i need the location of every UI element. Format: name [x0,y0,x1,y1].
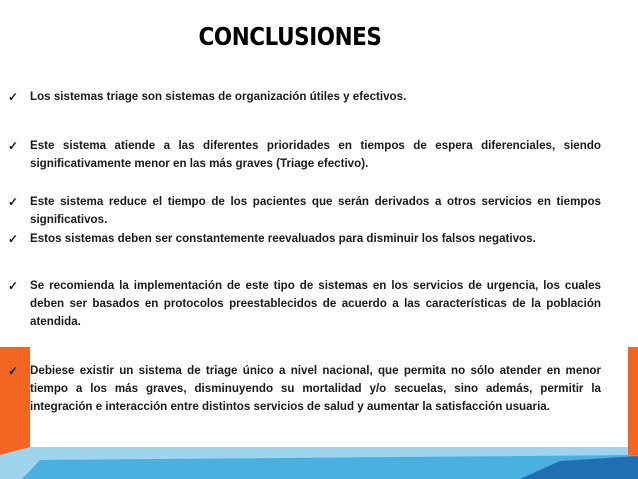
checkmark-icon: ✓ [8,232,19,246]
orange-right-strip [628,347,638,455]
checkmark-icon: ✓ [8,139,19,153]
bullet-item [6,362,601,416]
bullet-text: Estos sistemas deben ser constantemente reevaluados para disminuir los falsos negativos. [30,232,536,245]
bullet-text: Los sistemas triage son sistemas de organización útiles y efectivos. [30,90,407,103]
bullet-item [6,277,601,331]
checkmark-icon: ✓ [8,364,19,378]
bullet-text: Se recomienda la implementación de este tipo de sistemas en los servicios de urgencia, los cuales deben ser basados en protocolos preestablecidos de acuerdo a las características de la población atendida. [30,279,601,328]
checkmark-icon: ✓ [8,279,19,293]
slide-title: CONCLUSIONES [198,22,382,51]
bullet-text: Debiese existir un sistema de triage único a nivel nacional, que permita no sólo atender en menor tiempo a los más graves, disminuyendo su mortalidad y/o secuelas, sino además, permitir la integración e interacción entre distintos servicios de salud y aumentar la satisfacción usuaria. [30,364,601,413]
bullet-item [6,88,601,106]
bullet-text: Este sistema atiende a las diferentes prioridades en tiempos de espera diferenciales, siendo significativamente menor en las más graves (Triage efectivo). [30,139,601,170]
bullet-text: Este sistema reduce el tiempo de los pacientes que serán derivados a otros servicios en tiempos significativos. [30,195,601,226]
checkmark-icon: ✓ [8,90,19,104]
bullet-item [6,193,601,229]
bullet-item [6,137,601,173]
bullet-item [6,230,601,248]
checkmark-icon: ✓ [8,195,19,209]
